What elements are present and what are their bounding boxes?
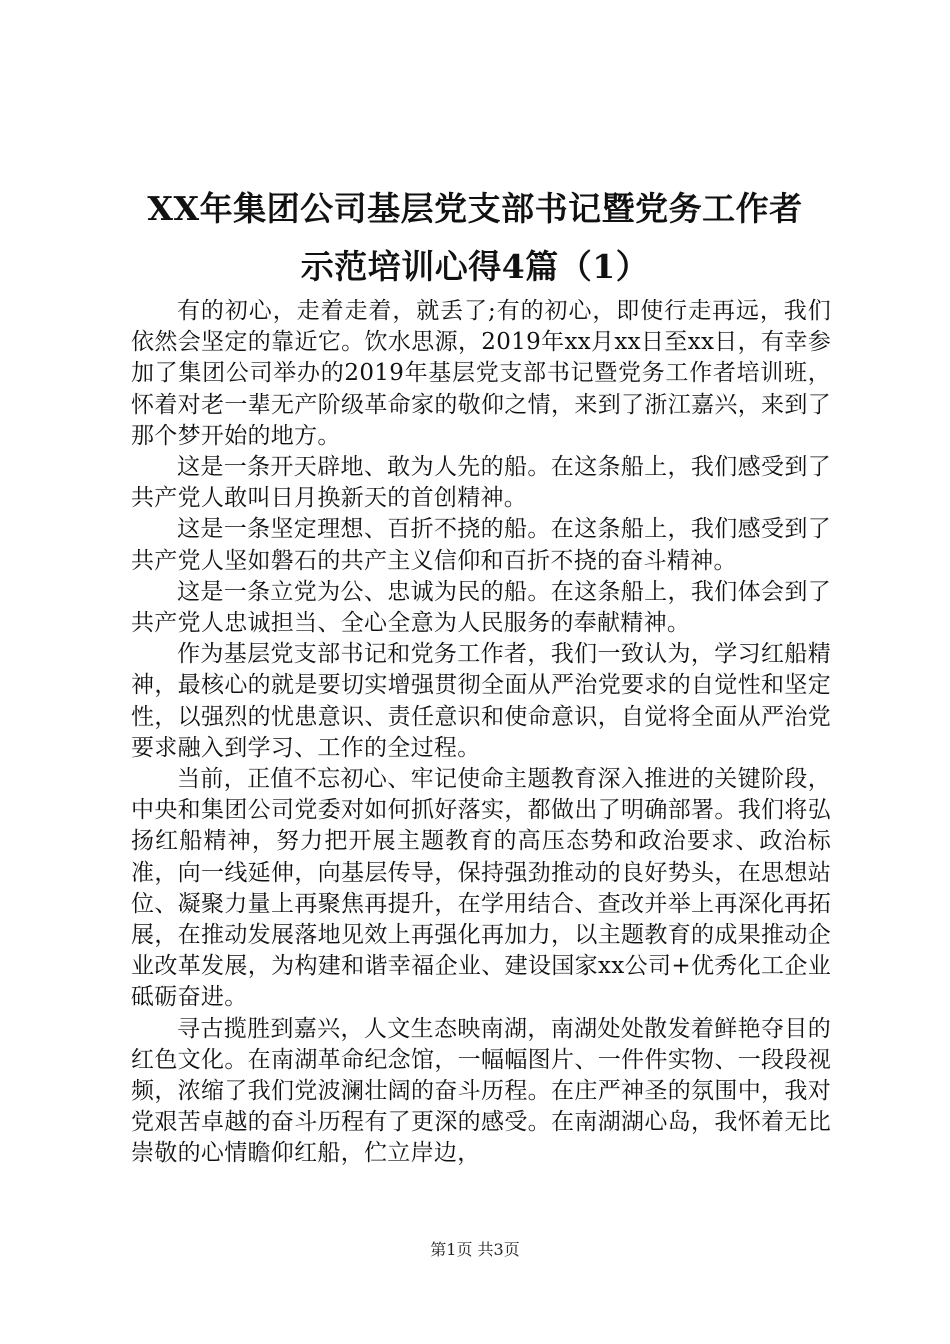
paragraph-6: 当前，正值不忘初心、牢记使命主题教育深入推进的关键阶段，中央和集团公司党委对如何抓好落实，都做出了明确部署。我们将弘扬红船精神，努力把开展主题教育的高压态势和政治要求、政治标准，向一线延伸，向基层传导，保持强劲推动的良好势头，在思想站位、凝聚力量上再聚焦再提升，在学用结合、查改并举上再深化再拓展，在推动发展落地见效上再强化再加力，以主题教育的成果推动企业改革发展，为构建和谐幸福企业、建设国家xx公司+优秀化工企业砥砺奋进。: [131, 766, 831, 1011]
document-body: [131, 296, 831, 1170]
document-title-line-2: 示范培训心得4篇（1）: [300, 247, 650, 286]
paragraph-7: 寻古揽胜到嘉兴，人文生态映南湖，南湖处处散发着鲜艳夺目的红色文化。在南湖革命纪念馆，一幅幅图片、一件件实物、一段段视频，浓缩了我们党波澜壮阔的奋斗历程。在庄严神圣的氛围中，我对党艰苦卓越的奋斗历程有了更深的感受。在南湖湖心岛，我怀着无比崇敬的心情瞻仰红船，伫立岸边，: [131, 1015, 831, 1167]
paragraph-2: 这是一条开天辟地、敢为人先的船。在这条船上，我们感受到了共产党人敢叫日月换新天的首创精神。: [131, 454, 831, 512]
paragraph-5: 作为基层党支部书记和党务工作者，我们一致认为，学习红船精神，最核心的就是要切实增强贯彻全面从严治党要求的自觉性和坚定性，以强烈的忧患意识、责任意识和使命意识，自觉将全面从严治党要求融入到学习、工作的全过程。: [131, 641, 831, 761]
page-number-footer: 第1页 共3页: [430, 1240, 520, 1259]
paragraph-3: 这是一条坚定理想、百折不挠的船。在这条船上，我们感受到了共产党人坚如磐石的共产主义信仰和百折不挠的奋斗精神。: [131, 516, 831, 574]
document-title: [100, 180, 850, 296]
document-title-line-1: XX年集团公司基层党支部书记暨党务工作者: [147, 189, 803, 228]
paragraph-4: 这是一条立党为公、忠诚为民的船。在这条船上，我们体会到了共产党人忠诚担当、全心全意为人民服务的奉献精神。: [131, 578, 831, 637]
paragraph-1: 有的初心，走着走着，就丢了;有的初心，即使行走再远，我们依然会坚定的靠近它。饮水思源，2019年xx月xx日至xx日，有幸参加了集团公司举办的2019年基层党支部书记暨党务工作者培训班，怀着对老一辈无产阶级革命家的敬仰之情，来到了浙江嘉兴，来到了那个梦开始的地方。: [131, 298, 831, 449]
